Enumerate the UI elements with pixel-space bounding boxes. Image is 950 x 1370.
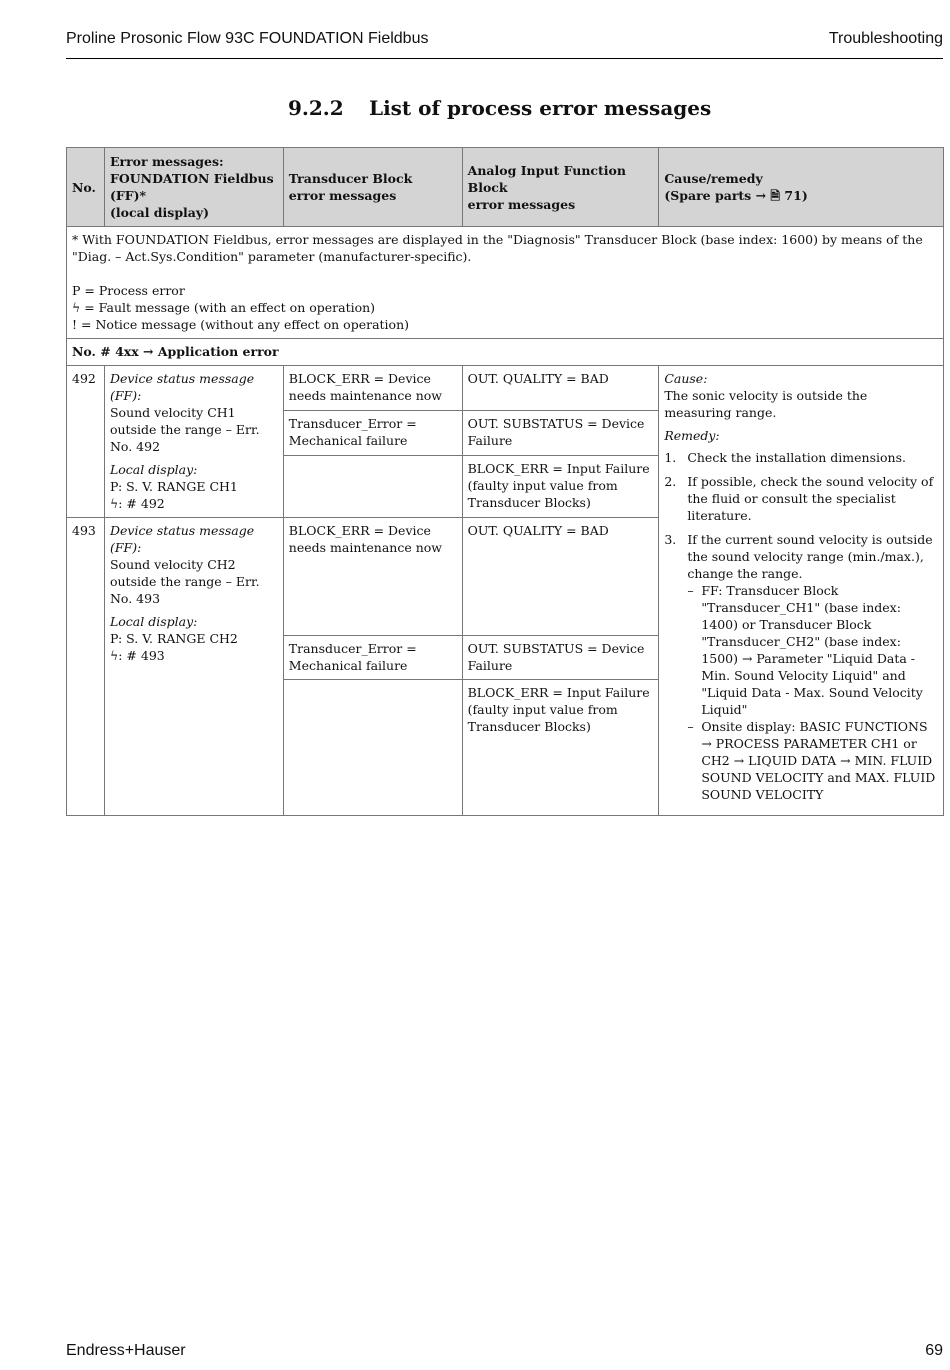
table-note-row [67, 227, 944, 339]
book-icon: 🗎 [770, 188, 781, 203]
header-ff-messages: Error messages: FOUNDATION Fieldbus (FF)* (local display) [104, 148, 283, 227]
section-number: 9.2.2 [288, 96, 344, 120]
group-heading: No. # 4xx → Application error [67, 339, 944, 366]
ff-message-cell: Device status message (FF): Sound velocity CH1 outside the range – Err. No. 492 Local display: P: S. V. RANGE CH1 ϟ: # 492 [104, 366, 283, 518]
header-no: No. [67, 148, 105, 227]
running-header-section: Troubleshooting [828, 30, 943, 47]
error-number: 493 [67, 518, 105, 816]
list-item: 1. Check the installation dimensions. [664, 450, 906, 465]
transducer-cell [283, 680, 462, 816]
remedy-list [664, 449, 938, 803]
process-error-table [66, 147, 944, 816]
list-item: – Onsite display: BASIC FUNCTIONS → PROCESS PARAMETER CH1 or CH2 → LIQUID DATA → MIN. FLUID SOUND VELOCITY and MAX. FLUID SOUND VELOCITY [687, 719, 936, 802]
table-note: * With FOUNDATION Fieldbus, error messages are displayed in the "Diagnosis" Transducer Block (base index: 1600) by means of the "Diag. – Act.Sys.Condition" parameter (manufacturer-specific). P = Process error ϟ = Fault message (with an effect on operation) ! = Notice message (without any effect on operation) [67, 227, 944, 339]
analog-input-cell: OUT. SUBSTATUS = Device Failure [462, 636, 659, 680]
section-heading [288, 96, 711, 120]
analog-input-cell: OUT. SUBSTATUS = Device Failure [462, 410, 659, 455]
transducer-cell: BLOCK_ERR = Device needs maintenance now [283, 366, 462, 411]
header-rule [66, 58, 943, 59]
list-item: 2. If possible, check the sound velocity of the fluid or consult the specialist literature. [664, 474, 934, 523]
footer-company: Endress+Hauser [66, 1342, 186, 1359]
transducer-cell [283, 455, 462, 517]
header-cause-remedy: Cause/remedy (Spare parts → 🗎 71) [659, 148, 944, 227]
ff-message-cell: Device status message (FF): Sound velocity CH2 outside the range – Err. No. 493 Local display: P: S. V. RANGE CH2 ϟ: # 493 [104, 518, 283, 816]
page-number: 69 [925, 1342, 943, 1359]
cause-remedy-cell: Cause: The sonic velocity is outside the measuring range. Remedy: 1. Check the installation dimensions. 2. If possible, check the sound velocity of the fluid or consult the specialist literature. 3. If the current sound velocity is outside the sound velocity range (min./max.), change the range. – FF: Transducer Block "Transducer_CH1" (base index: 1400) or Transducer Block "Transducer_CH2" (base index: 1500) → Parameter "Liquid Data - Min. Sound Velocity Liquid" and "Liquid Data - Max. Sound Velocity Liquid" – Onsite display: BASIC FUNCTIONS → PROCESS PARAMETER CH1 or CH2 → LIQUID DATA → MIN. FLUID SOUND VELOCITY and MAX. FLUID SOUND VELOCITY [659, 366, 944, 816]
table-row [67, 366, 944, 411]
analog-input-cell: BLOCK_ERR = Input Failure (faulty input value from Transducer Blocks) [462, 680, 659, 816]
header-analog-input: Analog Input Function Block error messages [462, 148, 659, 227]
transducer-cell: Transducer_Error = Mechanical failure [283, 410, 462, 455]
transducer-cell: Transducer_Error = Mechanical failure [283, 636, 462, 680]
analog-input-cell: BLOCK_ERR = Input Failure (faulty input value from Transducer Blocks) [462, 455, 659, 517]
error-number: 492 [67, 366, 105, 518]
transducer-cell: BLOCK_ERR = Device needs maintenance now [283, 518, 462, 636]
section-title: List of process error messages [369, 96, 712, 120]
analog-input-cell: OUT. QUALITY = BAD [462, 366, 659, 411]
table-header-row [67, 148, 944, 227]
remedy-sublist [687, 582, 938, 803]
group-row [67, 339, 944, 366]
analog-input-cell: OUT. QUALITY = BAD [462, 518, 659, 636]
list-item: – FF: Transducer Block "Transducer_CH1" (base index: 1400) or Transducer Block "Transducer_CH2" (base index: 1500) → Parameter "Liquid Data - Min. Sound Velocity Liquid" and "Liquid Data - Max. Sound Velocity Liquid" [687, 583, 923, 717]
list-item: 3. If the current sound velocity is outside the sound velocity range (min./max.), change the range. – FF: Transducer Block "Transducer_CH1" (base index: 1400) or Transducer Block "Transducer_CH2" (base index: 1500) → Parameter "Liquid Data - Min. Sound Velocity Liquid" and "Liquid Data - Max. Sound Velocity Liquid" – Onsite display: BASIC FUNCTIONS → PROCESS PARAMETER CH1 or CH2 → LIQUID DATA → MIN. FLUID SOUND VELOCITY and MAX. FLUID SOUND VELOCITY [664, 531, 938, 803]
header-transducer-block: Transducer Block error messages [283, 148, 462, 227]
running-header-title: Proline Prosonic Flow 93C FOUNDATION Fieldbus [66, 30, 429, 47]
